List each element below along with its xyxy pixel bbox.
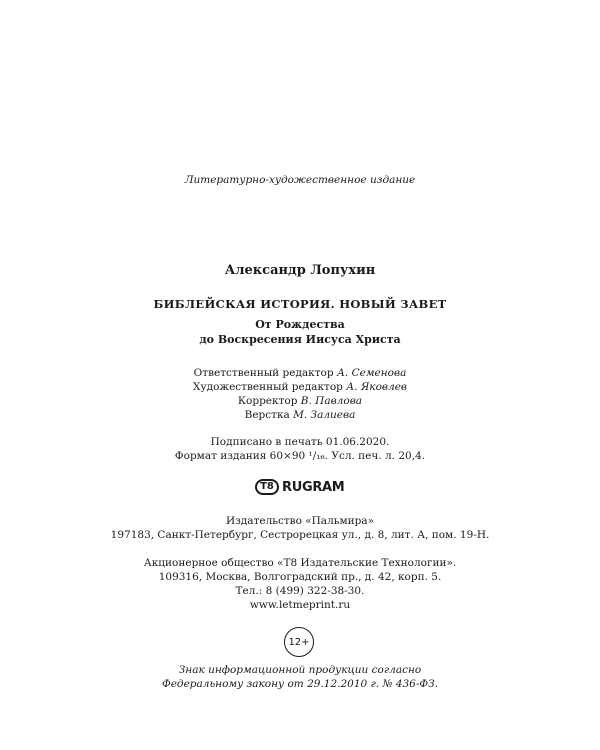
- credit-person: А. Семенова: [336, 367, 407, 379]
- credit-line: [0, 395, 600, 408]
- credit-person: В. Павлова: [300, 395, 363, 407]
- credit-line: [0, 381, 600, 394]
- printer-phone: Тел.: 8 (499) 322-38-30.: [235, 585, 365, 597]
- credit-line: [0, 367, 600, 380]
- printer-name: Акционерное общество «T8 Издательские Технологии».: [143, 557, 457, 569]
- author-name: Александр Лопухин: [224, 263, 376, 278]
- publisher-name: Издательство «Пальмира»: [225, 515, 375, 527]
- print-signed: Подписано в печать 01.06.2020.: [210, 436, 390, 448]
- credit-role: Корректор: [237, 395, 301, 407]
- info-mark-line1: Знак информационной продукции согласно: [178, 664, 422, 676]
- book-subtitle-line1: От Рождества: [255, 318, 345, 331]
- logo-text: RUGRAM: [282, 479, 345, 495]
- credit-person: А. Яковлев: [346, 381, 408, 393]
- printer-address: 109316, Москва, Волгоградский пр., д. 42, корп. 5.: [158, 571, 442, 583]
- logo-mark: T8: [255, 479, 279, 495]
- publisher-logo: [255, 478, 344, 496]
- publisher-address: 197183, Санкт-Петербург, Сестрорецкая ул., д. 8, лит. А, пом. 19-Н.: [110, 529, 490, 541]
- credit-line: [0, 409, 600, 422]
- edition-type: Литературно-художественное издание: [184, 174, 416, 186]
- credit-role: Ответственный редактор: [193, 367, 337, 379]
- book-title: БИБЛЕЙСКАЯ ИСТОРИЯ. НОВЫЙ ЗАВЕТ: [153, 297, 447, 311]
- print-format: Формат издания 60×90 ¹/₁₆. Усл. печ. л. 20,4.: [174, 450, 426, 462]
- credit-person: М. Залиева: [293, 409, 356, 421]
- age-rating-badge: 12+: [284, 627, 314, 657]
- credit-role: Верстка: [244, 409, 294, 421]
- book-subtitle-line2: до Воскресения Иисуса Христа: [199, 333, 401, 346]
- credit-role: Художественный редактор: [192, 381, 347, 393]
- printer-website[interactable]: www.letmeprint.ru: [249, 599, 351, 611]
- info-mark-line2: Федеральному закону от 29.12.2010 г. № 436-ФЗ.: [162, 678, 438, 690]
